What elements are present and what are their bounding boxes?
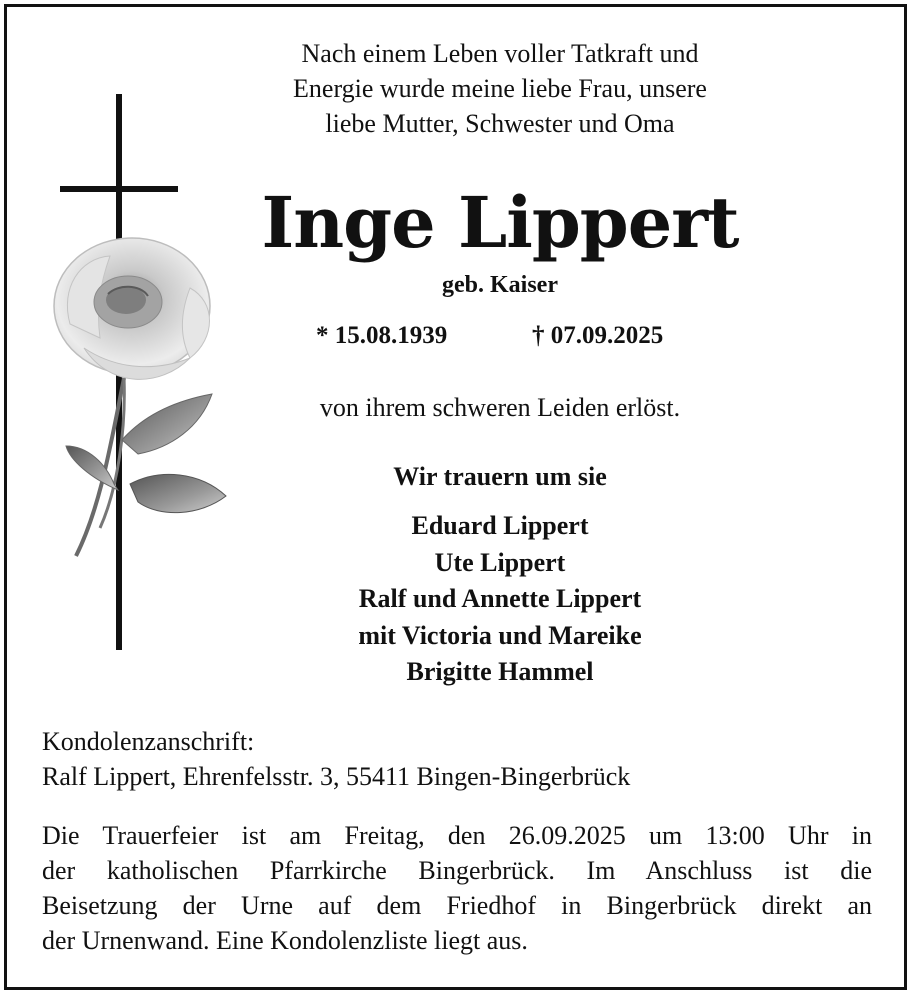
mourning-heading: Wir trauern um sie	[393, 462, 607, 491]
relieved-text: von ihrem schweren Leiden erlöst.	[319, 393, 681, 422]
intro-text	[200, 36, 800, 141]
condolence-label: Kondolenzanschrift:	[42, 727, 255, 756]
mourner-name: Ralf und Annette Lippert	[358, 584, 642, 613]
condolence-address: Ralf Lippert, Ehrenfelsstr. 3, 55411 Bingen-Bingerbrück	[42, 762, 631, 791]
condolence-address-block	[42, 724, 872, 794]
birth-date: * 15.08.1939	[316, 322, 448, 349]
death-date: † 07.09.2025	[532, 322, 664, 349]
mourners-list	[200, 508, 800, 691]
ceremony-line: der Urnenwand. Eine Kondolenzliste liegt aus.	[42, 926, 528, 955]
mourner-name: Ute Lippert	[434, 547, 566, 577]
birth-name: geb. Kaiser	[442, 272, 558, 298]
ceremony-info	[42, 818, 872, 958]
ceremony-line: der katholischen Pfarrkirche Bingerbrück. Im Anschluss ist die	[42, 856, 872, 885]
deceased-name: Inge Lippert	[261, 181, 739, 264]
mourner-name: mit Victoria und Mareike	[358, 620, 642, 650]
mourner-name: Brigitte Hammel	[406, 657, 594, 686]
ceremony-line: Beisetzung der Urne auf dem Friedhof in Bingerbrück direkt an	[42, 891, 872, 920]
ceremony-line: Die Trauerfeier ist am Freitag, den 26.09.2025 um 13:00 Uhr in	[42, 821, 872, 850]
mourner-name: Eduard Lippert	[411, 511, 589, 540]
intro-line: Energie wurde meine liebe Frau, unsere	[293, 74, 707, 103]
intro-line: liebe Mutter, Schwester und Oma	[325, 109, 675, 138]
intro-line: Nach einem Leben voller Tatkraft und	[301, 39, 699, 68]
